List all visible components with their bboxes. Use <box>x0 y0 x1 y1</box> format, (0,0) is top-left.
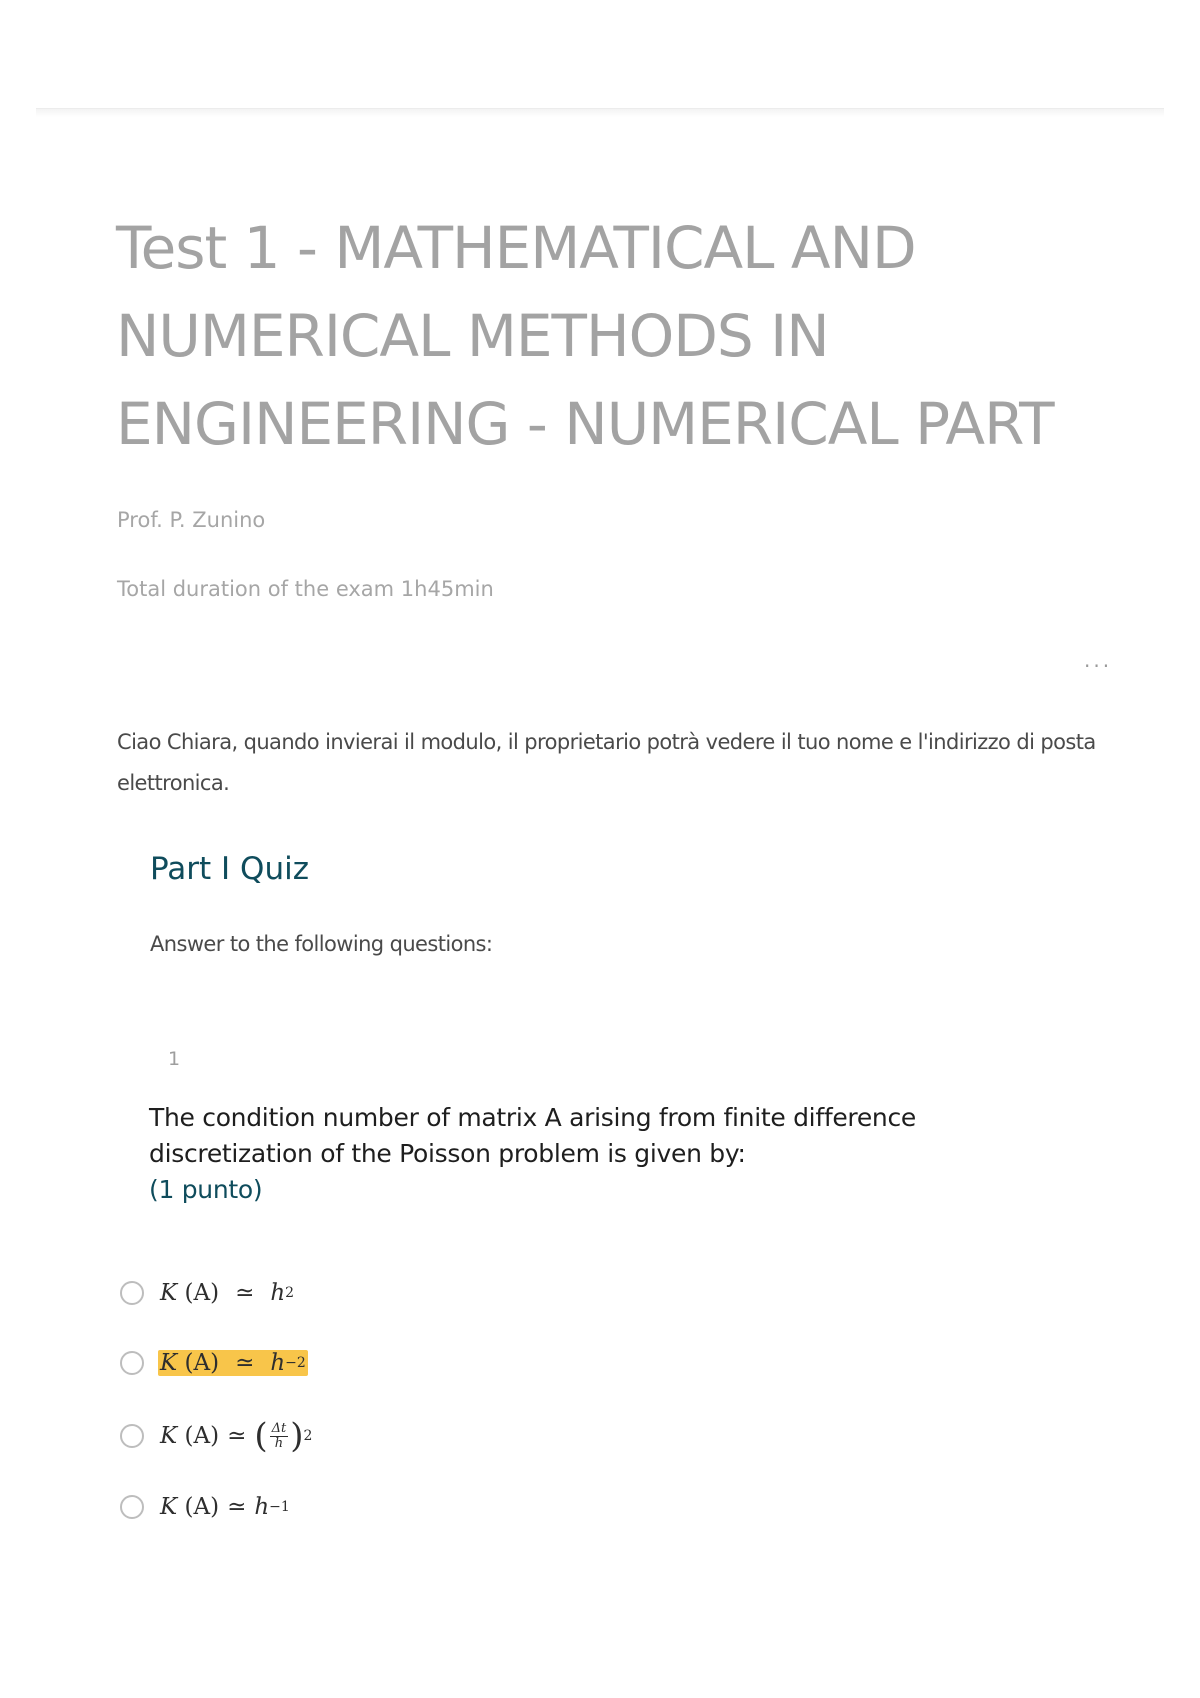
option-formula: K (A) ≃ ( $\frac{\Delta t}{h}$ ) 2 <box>160 1416 313 1456</box>
answer-option-1[interactable] <box>120 1273 296 1313</box>
form-description-professor: Prof. P. Zunino <box>117 508 266 532</box>
answer-option-4[interactable] <box>120 1487 292 1527</box>
question-number: 1 <box>168 1048 181 1070</box>
option-formula: K (A) ≃ h −1 <box>160 1494 290 1520</box>
section-description: Answer to the following questions: <box>150 932 493 956</box>
answer-option-2[interactable] <box>120 1343 308 1383</box>
answer-option-3[interactable] <box>120 1416 314 1456</box>
more-options-icon[interactable]: ... <box>1084 648 1113 672</box>
radio-button[interactable] <box>120 1495 144 1519</box>
radio-button[interactable] <box>120 1351 144 1375</box>
radio-button[interactable] <box>120 1281 144 1305</box>
identity-notice: Ciao Chiara, quando invierai il modulo, il proprietario potrà vedere il tuo nome e l'indirizzo di posta elettronica. <box>117 730 1096 795</box>
section-title: Part I Quiz <box>150 851 309 887</box>
form-description-duration: Total duration of the exam 1h45min <box>117 577 494 601</box>
open-paren: ( <box>254 1416 268 1456</box>
option-formula: K (A) ≃ h 2 <box>160 1280 295 1306</box>
option-formula-highlighted: K (A) ≃ h −2 <box>160 1350 306 1376</box>
header-divider <box>36 108 1164 117</box>
fraction: $\frac{\Delta t}{h}$ <box>271 1420 287 1451</box>
close-paren: ) <box>290 1416 304 1456</box>
question-prompt <box>149 1100 1049 1208</box>
question-text: The condition number of matrix A arising from finite difference discretization of the Poisson problem is given by: <box>149 1103 916 1168</box>
form-title: Test 1 - MATHEMATICAL AND NUMERICAL METHODS IN ENGINEERING - NUMERICAL PART <box>116 214 1054 458</box>
question-points: (1 punto) <box>149 1175 263 1204</box>
radio-button[interactable] <box>120 1424 144 1448</box>
